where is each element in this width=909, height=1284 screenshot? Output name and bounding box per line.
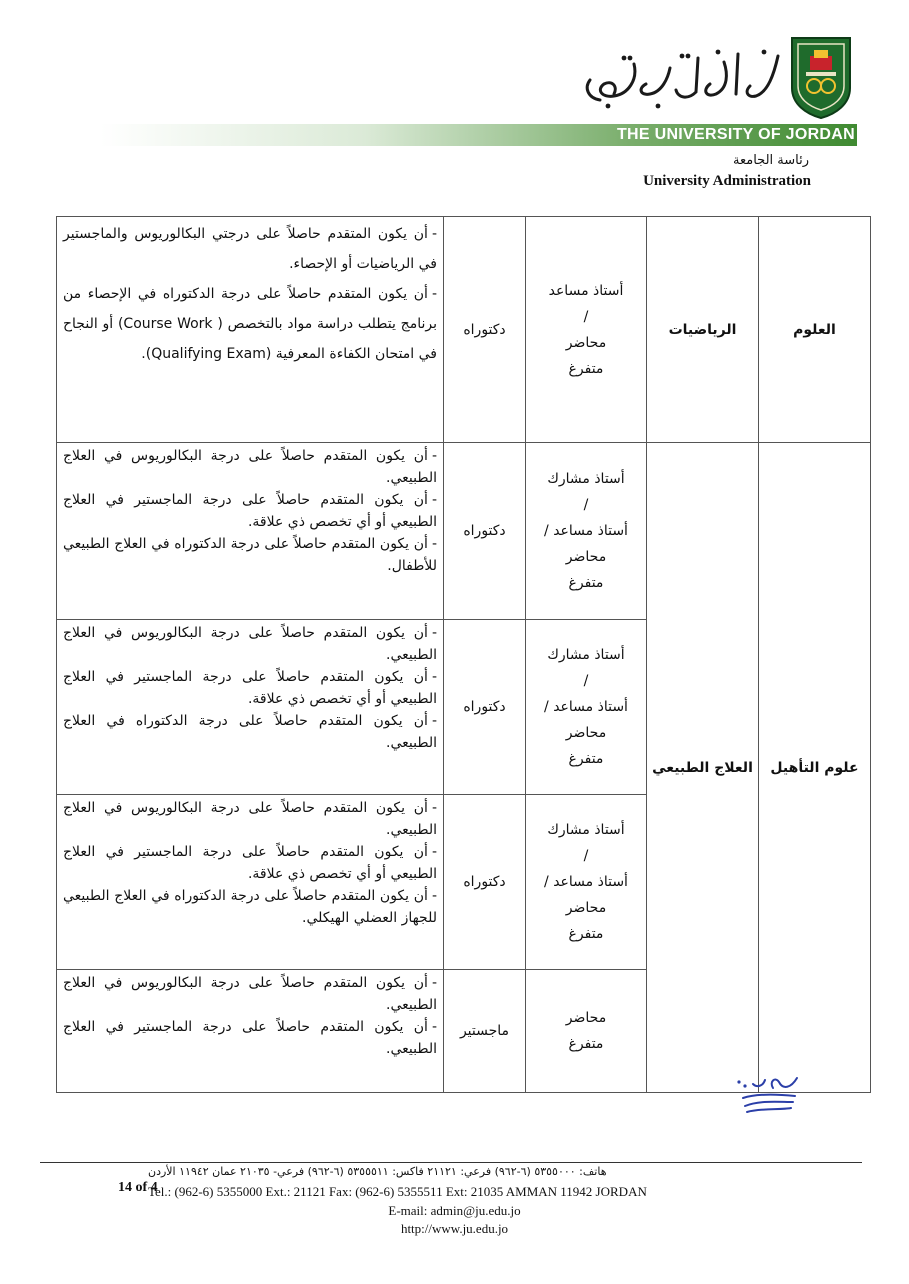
conditions-cell [57,795,444,970]
page-number: 14 of 4 [118,1180,158,1195]
footer-divider [40,1162,862,1163]
university-name: THE UNIVERSITY OF JORDAN [616,126,855,143]
university-logo-script [578,44,786,110]
rank-text: أستاذ مشارك / أستاذ مساعد / محاضر متفرغ [544,822,628,942]
rank-text: أستاذ مساعد / محاضر متفرغ [548,282,624,377]
condition-item: -أن يكون المتقدم حاصلاً على درجة الماجستير في العلاج الطبيعي أو أي تخصص ذي علاقة. [63,844,437,882]
condition-item: -أن يكون المتقدم حاصلاً على درجة البكالوريوس في العلاج الطبيعي. [63,975,437,1013]
degree-cell: دكتوراه [444,795,526,970]
rank-text: أستاذ مشارك / أستاذ مساعد / محاضر متفرغ [544,471,628,591]
college-cell: العلوم [759,217,871,443]
condition-item: -أن يكون المتقدم حاصلاً على درجة الماجستير في العلاج الطبيعي أو أي تخصص ذي علاقة. [63,669,437,707]
condition-item: -أن يكون المتقدم حاصلاً على درجتي البكالوريوس والماجستير في الرياضيات أو الإحصاء. [63,226,437,272]
conditions-cell [57,217,444,443]
condition-item: -أن يكون المتقدم حاصلاً على درجة الدكتوراه في العلاج الطبيعي للجهاز العضلي الهيكلي. [63,888,437,926]
condition-item: -أن يكون المتقدم حاصلاً على درجة البكالوريوس في العلاج الطبيعي. [63,448,437,486]
college-cell: علوم التأهيل [759,443,871,1093]
footer-website: http://www.ju.edu.jo [400,1221,509,1236]
administration-title-en: University Administration [643,173,811,189]
condition-item: -أن يكون المتقدم حاصلاً على درجة الماجستير في العلاج الطبيعي. [63,1019,437,1057]
requirements-table [56,216,871,1093]
handwritten-signature [735,1072,805,1116]
condition-item: -أن يكون المتقدم حاصلاً على درجة البكالوريوس في العلاج الطبيعي. [63,625,437,663]
university-crest-icon [788,34,854,120]
rank-cell [526,620,647,795]
degree-cell: دكتوراه [444,443,526,620]
rank-cell [526,970,647,1093]
degree-cell: دكتوراه [444,620,526,795]
conditions-cell [57,443,444,620]
footer-email: E-mail: admin@ju.edu.jo [388,1203,521,1218]
rank-text: أستاذ مشارك / أستاذ مساعد / محاضر متفرغ [544,647,628,767]
conditions-cell [57,970,444,1093]
footer-contact-en: Tel.: (962-6) 5355000 Ext.: 21121 Fax: (962-6) 5355511 Ext: 21035 AMMAN 11942 JORDAN [148,1184,647,1199]
rank-cell [526,217,647,443]
rank-text: محاضر متفرغ [565,1010,607,1052]
condition-item: -أن يكون المتقدم حاصلاً على درجة الدكتوراه في العلاج الطبيعي. [63,713,437,751]
table-row [57,443,871,620]
table-row [57,217,871,443]
conditions-cell [57,620,444,795]
department-cell: العلاج الطبيعي [647,443,759,1093]
rank-cell [526,795,647,970]
department-cell: الرياضيات [647,217,759,443]
degree-cell: دكتوراه [444,217,526,443]
footer-contact-ar: هاتف: ٥٣٥٥٠٠٠ (٦-٩٦٢) فرعي: ٢١١٢١ فاكس: ٥٣٥٥٥١١ (٦-٩٦٢) فرعي- ٢١٠٣٥ عمان ١١٩٤٢ الأردن [148,1165,607,1178]
administration-title-ar: رئاسة الجامعة [733,153,809,168]
condition-item: -أن يكون المتقدم حاصلاً على درجة البكالوريوس في العلاج الطبيعي. [63,800,437,838]
condition-item: -أن يكون المتقدم حاصلاً على درجة الدكتوراه في الإحصاء من برنامج يتطلب دراسة مواد بالتخصص ( Course Work) أو النجاح في امتحان الكفاءة المعرفية (Qualifying Exam). [63,286,438,362]
condition-item: -أن يكون المتقدم حاصلاً على درجة الدكتوراه في العلاج الطبيعي للأطفال. [63,536,437,574]
condition-item: -أن يكون المتقدم حاصلاً على درجة الماجستير في العلاج الطبيعي أو أي تخصص ذي علاقة. [63,492,437,530]
degree-cell: ماجستير [444,970,526,1093]
rank-cell [526,443,647,620]
